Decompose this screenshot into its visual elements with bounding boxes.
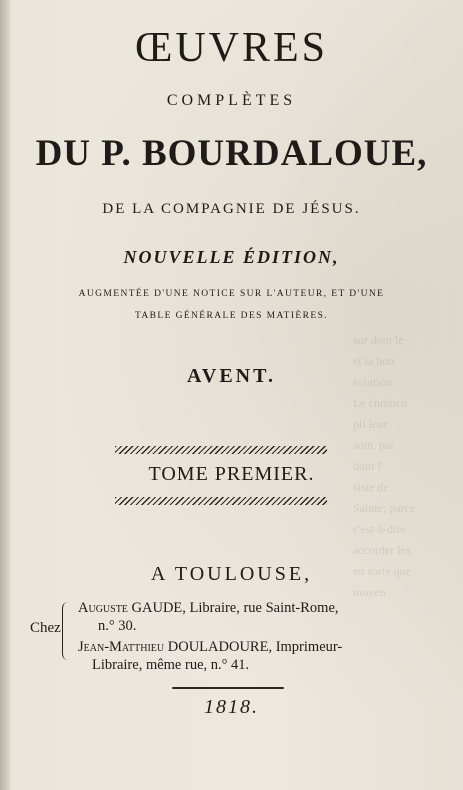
imprint-place: A TOULOUSE, xyxy=(150,563,313,585)
society-line: DE LA COMPAGNIE DE JÉSUS. xyxy=(102,201,361,217)
imprint-year: 1818. xyxy=(204,696,259,718)
edition-line: NOUVELLE ÉDITION, xyxy=(123,247,340,267)
title-completes: COMPLÈTES xyxy=(166,92,297,109)
publisher-1-number: n.° 30. xyxy=(98,618,137,634)
publisher-2-rest: DOULADOURE, Imprimeur- xyxy=(167,639,343,655)
publisher-1-line xyxy=(78,600,339,617)
brace-ornament xyxy=(62,602,71,660)
book-spine-shadow xyxy=(0,0,10,790)
ornamental-rule-bottom xyxy=(115,497,327,505)
publisher-2-line xyxy=(78,639,342,656)
publisher-2-line-2: Libraire, même rue, n.° 41. xyxy=(92,657,250,673)
publisher-1-name: Auguste xyxy=(78,600,128,616)
publisher-1-rest: GAUDE, Libraire, rue Saint-Rome, xyxy=(131,600,339,616)
tome-line: TOME PREMIER. xyxy=(148,463,315,485)
author-line: DU P. BOURDALOUE, xyxy=(35,133,428,174)
title-oeuvres: ŒUVRES xyxy=(134,25,329,71)
show-through-text: sur dont le et la bon solution. Le chrétien pli leur soin, par dont l' siste de Sainte; parce c'est-à-dire accorder les en sorte que moyen xyxy=(353,333,416,599)
augmented-line-1: AUGMENTÉE D'UNE NOTICE SUR L'AUTEUR, ET D'UNE xyxy=(78,289,385,299)
year-rule xyxy=(172,687,284,689)
ornamental-rule-top xyxy=(115,446,327,454)
chez-label: Chez xyxy=(30,620,61,636)
volume-subject: AVENT. xyxy=(187,365,276,387)
publisher-2-name: Jean-Matthieu xyxy=(78,639,165,655)
augmented-line-2: TABLE GÉNÉRALE DES MATIÈRES. xyxy=(134,311,329,321)
